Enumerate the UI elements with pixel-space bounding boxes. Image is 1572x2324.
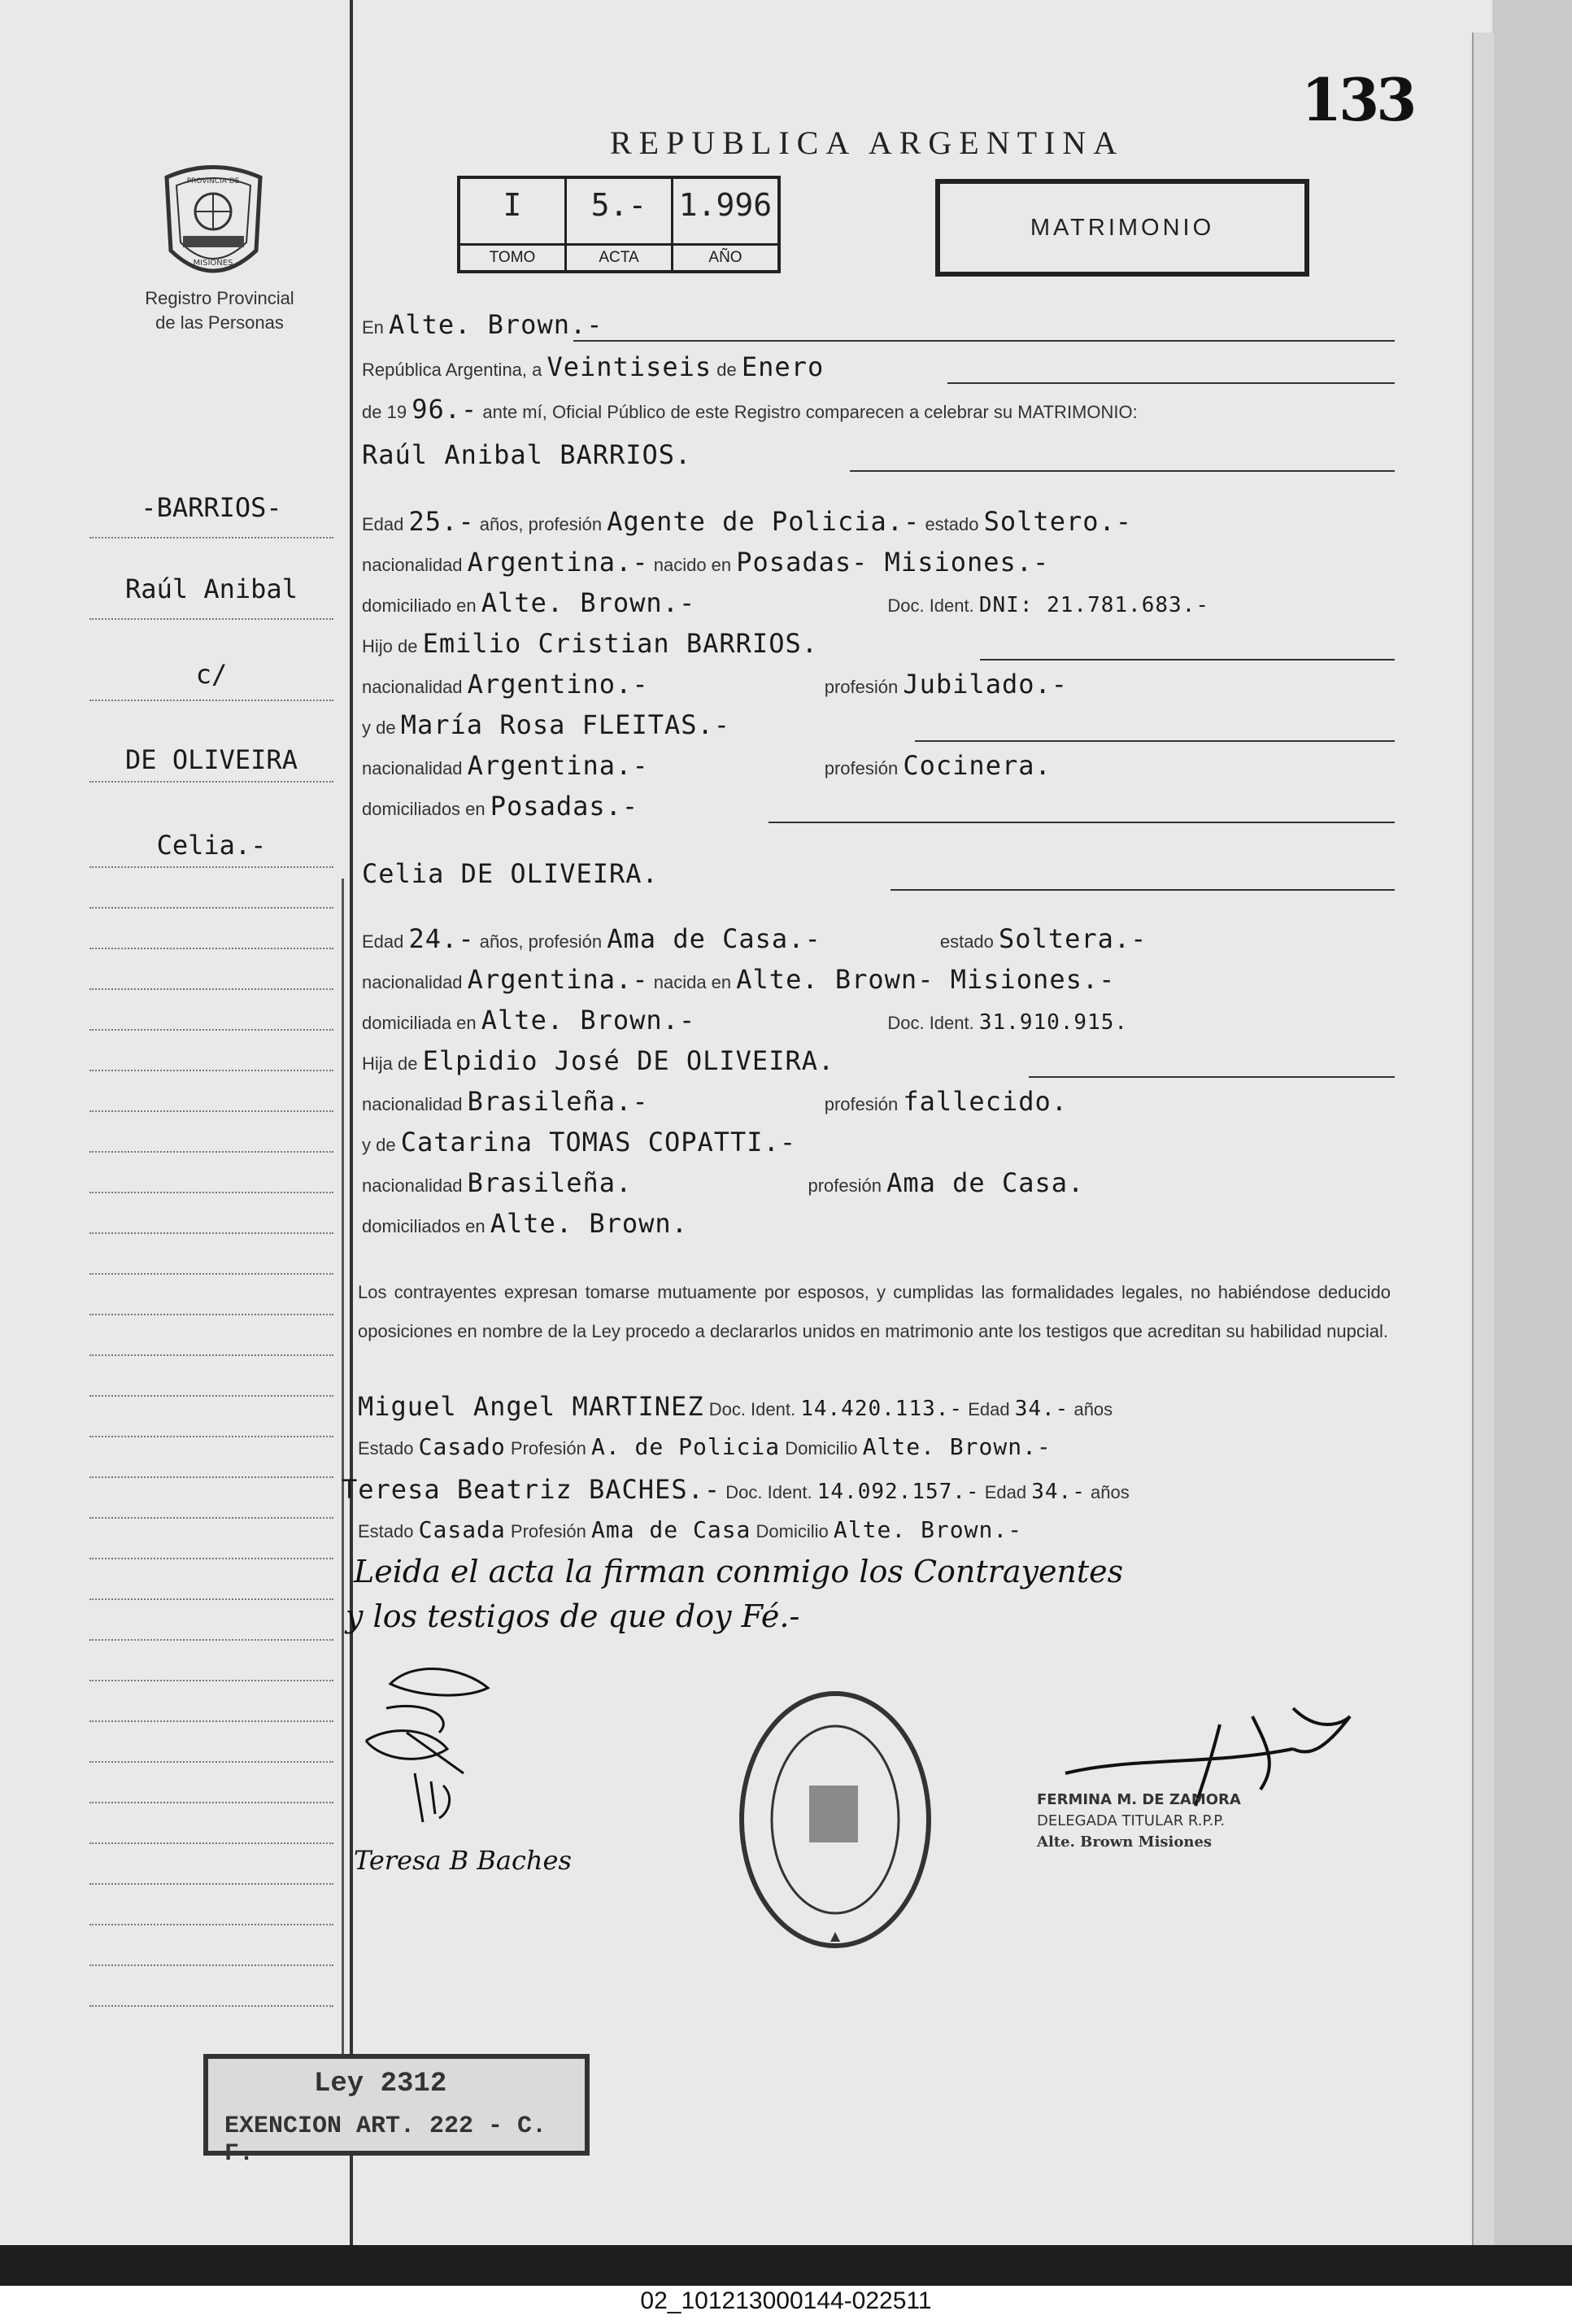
closing-line-2: y los testigos de que doy Fé.- bbox=[346, 1598, 800, 1634]
page-edge-inner bbox=[1472, 33, 1494, 2245]
registry-line-1: Registro Provincial bbox=[145, 288, 294, 308]
margin-dotted-line bbox=[89, 1476, 333, 1478]
label-nacionalidad: nacionalidad bbox=[362, 972, 463, 992]
margin-dotted-line bbox=[89, 1110, 333, 1112]
document-title: REPUBLICA ARGENTINA bbox=[610, 124, 1125, 161]
line-bride-name bbox=[362, 858, 1395, 896]
label-y-de: y de bbox=[362, 717, 396, 738]
groom-nacionalidad: Argentina.- bbox=[467, 547, 649, 578]
margin-dotted-line bbox=[89, 1436, 333, 1437]
label-nacionalidad: nacionalidad bbox=[362, 677, 463, 697]
groom-name: Raúl Anibal BARRIOS. bbox=[362, 439, 692, 470]
rule bbox=[1029, 1076, 1395, 1078]
margin-surname-1: -BARRIOS- bbox=[141, 492, 282, 523]
margin-dotted-line bbox=[89, 1029, 333, 1031]
line-witness-2 bbox=[342, 1474, 1395, 1511]
witness-signature: Teresa B Baches bbox=[354, 1845, 572, 1876]
acta-value: 5.- bbox=[590, 187, 647, 223]
bride-padre-prof: fallecido. bbox=[903, 1086, 1069, 1117]
witness-2-doc: 14.092.157.- bbox=[816, 1480, 980, 1504]
margin-dotted-line bbox=[89, 1354, 333, 1356]
margin-dotted-line bbox=[89, 1151, 333, 1153]
bride-domicilio: Alte. Brown.- bbox=[481, 1005, 696, 1036]
line-witness-2-details bbox=[358, 1516, 1395, 1554]
margin-dotted-line bbox=[89, 1598, 333, 1600]
tomo-acta-ano-box bbox=[457, 176, 781, 273]
bride-edad: 24.- bbox=[408, 923, 475, 954]
label-domiciliada-en: domiciliada en bbox=[362, 1013, 477, 1033]
officer-title: DELEGADA TITULAR R.P.P. bbox=[1037, 1812, 1226, 1829]
label-domiciliados-en: domiciliados en bbox=[362, 799, 486, 819]
margin-dotted-line bbox=[89, 988, 333, 990]
label-doc-ident: Doc. Ident. bbox=[887, 1013, 974, 1033]
groom-padre: Emilio Cristian BARRIOS. bbox=[422, 628, 818, 659]
witness-1-profesion: A. de Policia bbox=[590, 1433, 781, 1460]
rule bbox=[573, 340, 1395, 342]
line-groom-dom bbox=[362, 587, 1395, 625]
signatures-scribble-icon bbox=[342, 1651, 545, 1838]
bride-nacida-en: Alte. Brown- Misiones.- bbox=[736, 964, 1116, 995]
bride-padre: Elpidio José DE OLIVEIRA. bbox=[422, 1045, 835, 1076]
witness-2-name: Teresa Beatriz BACHES.- bbox=[342, 1474, 721, 1505]
groom-estado: Soltero.- bbox=[983, 506, 1133, 537]
label-nacionalidad: nacionalidad bbox=[362, 1094, 463, 1114]
label-estado: estado bbox=[925, 514, 979, 534]
witness-1-doc: 14.420.113.- bbox=[800, 1397, 964, 1421]
margin-dotted-line bbox=[89, 1924, 333, 1925]
margin-dotted-line bbox=[89, 1232, 333, 1234]
margin-dotted-line bbox=[89, 1314, 333, 1315]
label-de-19: de 19 bbox=[362, 402, 407, 422]
label-hija-de: Hija de bbox=[362, 1053, 418, 1074]
line-groom-nac bbox=[362, 547, 1395, 584]
label-profesion: profesión bbox=[808, 1175, 882, 1196]
label-y-de: y de bbox=[362, 1135, 396, 1155]
witness-2-edad: 34.- bbox=[1031, 1480, 1086, 1504]
bride-name: Celia DE OLIVEIRA. bbox=[362, 858, 659, 889]
margin-dotted-line bbox=[89, 1761, 333, 1763]
ley-exemption-stamp bbox=[203, 2054, 590, 2168]
acta-label: ACTA bbox=[567, 243, 671, 270]
registry-name bbox=[98, 286, 342, 335]
margin-dotted-line bbox=[89, 1802, 333, 1803]
margin-dotted-line bbox=[89, 2005, 333, 2007]
line-bride-padres-dom bbox=[362, 1208, 1395, 1245]
label-nacionalidad: nacionalidad bbox=[362, 758, 463, 778]
emblem-lettering-bottom: MISIONES bbox=[193, 259, 233, 268]
label-edad: Edad bbox=[362, 931, 404, 952]
margin-dotted-line bbox=[89, 1395, 333, 1397]
groom-padre-prof: Jubilado.- bbox=[903, 669, 1069, 700]
margin-dotted-line bbox=[89, 537, 333, 538]
margin-dotted-line bbox=[89, 1517, 333, 1519]
groom-domicilio: Alte. Brown.- bbox=[481, 587, 696, 618]
official-oval-stamp-icon bbox=[736, 1688, 935, 1952]
line-fecha bbox=[362, 351, 1395, 389]
officer-location: Alte. Brown Misiones bbox=[1037, 1833, 1213, 1851]
rule bbox=[850, 470, 1395, 472]
line-bride-padre-nac bbox=[362, 1086, 1395, 1123]
officer-stamp bbox=[1037, 1790, 1330, 1853]
line-groom-padre-nac bbox=[362, 669, 1395, 706]
bride-padres-dom: Alte. Brown. bbox=[490, 1208, 688, 1239]
line-lugar bbox=[362, 309, 1395, 347]
groom-doc: DNI: 21.781.683.- bbox=[978, 593, 1209, 617]
label-hijo-de: Hijo de bbox=[362, 636, 418, 656]
witness-1-edad: 34.- bbox=[1014, 1397, 1069, 1421]
bride-madre: Catarina TOMAS COPATTI.- bbox=[400, 1127, 797, 1158]
value-dia: Veintiseis bbox=[546, 351, 712, 382]
rule bbox=[891, 889, 1395, 891]
label-doc-ident: Doc. Ident. bbox=[887, 595, 974, 616]
line-bride-dom bbox=[362, 1005, 1395, 1042]
witness-1-domicilio: Alte. Brown.- bbox=[862, 1433, 1052, 1460]
tomo-label: TOMO bbox=[460, 243, 564, 270]
margin-name-2: Celia.- bbox=[156, 830, 267, 861]
label-estado: estado bbox=[939, 931, 994, 952]
province-emblem-icon bbox=[159, 161, 268, 283]
label-domicilio: Domicilio bbox=[756, 1521, 829, 1541]
label-doc-ident: Doc. Ident. bbox=[708, 1399, 796, 1419]
bride-nacionalidad: Argentina.- bbox=[467, 964, 649, 995]
line-groom-madre bbox=[362, 709, 1395, 747]
groom-edad: 25.- bbox=[408, 506, 475, 537]
bride-profesion: Ama de Casa.- bbox=[607, 923, 821, 954]
margin-dotted-line bbox=[89, 907, 333, 909]
label-republica: República Argentina, a bbox=[362, 360, 542, 380]
line-ano bbox=[362, 394, 1395, 431]
label-ante-mi: ante mí, Oficial Público de este Registro comparecen a celebrar su MATRIMONIO: bbox=[482, 402, 1138, 422]
ley-line-1: Ley 2312 bbox=[314, 2069, 447, 2099]
acta-cell bbox=[567, 179, 673, 270]
ano-label: AÑO bbox=[673, 243, 777, 270]
line-groom-padres-dom bbox=[362, 791, 1395, 828]
declaration-paragraph: Los contrayentes expresan tomarse mutuamente por esposos, y cumplidas las formalidades legales, no habiéndose deducido oposiciones en nombre de la Ley procedo a declararlos unidos en matrimonio ante los testigos que acreditan su habilidad nupcial. bbox=[358, 1282, 1391, 1341]
margin-dotted-line bbox=[89, 781, 333, 783]
groom-madre-prof: Cocinera. bbox=[903, 750, 1052, 781]
groom-padre-nac: Argentino.- bbox=[467, 669, 649, 700]
label-anos: años bbox=[1073, 1399, 1113, 1419]
label-en: En bbox=[362, 317, 384, 338]
emblem-lettering: PROVINCIA DE bbox=[186, 177, 240, 185]
groom-padres-dom: Posadas.- bbox=[490, 791, 639, 822]
label-profesion: profesión bbox=[824, 758, 899, 778]
line-groom-madre-nac bbox=[362, 750, 1395, 787]
line-bride-padre bbox=[362, 1045, 1395, 1083]
bride-estado: Soltera.- bbox=[999, 923, 1147, 954]
label-anos: años bbox=[1090, 1482, 1130, 1502]
label-doc-ident: Doc. Ident. bbox=[725, 1482, 812, 1502]
label-profesion: Profesión bbox=[510, 1521, 586, 1541]
margin-conjunction: c/ bbox=[195, 659, 228, 690]
margin-name-1: Raúl Anibal bbox=[125, 573, 298, 604]
ano-value: 1.996 bbox=[678, 187, 773, 223]
registry-line-2: de las Personas bbox=[155, 312, 284, 333]
margin-dotted-line bbox=[89, 1842, 333, 1844]
line-bride-edad bbox=[362, 923, 1395, 961]
margin-dotted-line bbox=[89, 948, 333, 949]
groom-nacido-en: Posadas- Misiones.- bbox=[736, 547, 1050, 578]
bride-madre-nac: Brasileña. bbox=[467, 1167, 633, 1198]
margin-dotted-line bbox=[89, 1070, 333, 1071]
label-edad: Edad bbox=[984, 1482, 1027, 1502]
line-bride-madre bbox=[362, 1127, 1395, 1164]
groom-madre-nac: Argentina.- bbox=[467, 750, 649, 781]
page-edge bbox=[1492, 0, 1572, 2245]
rule bbox=[769, 822, 1395, 823]
folio-number: 133 bbox=[1301, 65, 1414, 134]
ano-cell bbox=[673, 179, 777, 270]
margin-dotted-line bbox=[89, 618, 333, 620]
witness-2-estado: Casada bbox=[418, 1516, 506, 1543]
rule bbox=[947, 382, 1395, 384]
officer-name: FERMINA M. DE ZAMORA bbox=[1037, 1791, 1241, 1808]
image-id-label: 02_101213000144-022511 bbox=[640, 2287, 932, 2314]
label-estado: Estado bbox=[358, 1521, 414, 1541]
rule bbox=[915, 740, 1395, 742]
line-bride-madre-nac bbox=[362, 1167, 1395, 1205]
label-anos-profesion: años, profesión bbox=[479, 931, 603, 952]
label-nacida-en: nacida en bbox=[653, 972, 732, 992]
label-profesion: profesión bbox=[824, 1094, 899, 1114]
label-nacido-en: nacido en bbox=[653, 555, 732, 575]
label-profesion: Profesión bbox=[510, 1438, 586, 1458]
line-groom-padre bbox=[362, 628, 1395, 665]
rule bbox=[980, 659, 1395, 661]
groom-madre: María Rosa FLEITAS.- bbox=[400, 709, 731, 740]
bride-madre-prof: Ama de Casa. bbox=[886, 1167, 1085, 1198]
bride-padre-nac: Brasileña.- bbox=[467, 1086, 649, 1117]
margin-dotted-line bbox=[89, 1192, 333, 1193]
label-estado: Estado bbox=[358, 1438, 414, 1458]
tomo-value: I bbox=[503, 187, 522, 223]
margin-dotted-line bbox=[89, 1883, 333, 1885]
groom-profesion: Agente de Policia.- bbox=[607, 506, 921, 537]
label-edad: Edad bbox=[968, 1399, 1010, 1419]
margin-dotted-line bbox=[89, 866, 333, 868]
line-witness-1-details bbox=[358, 1433, 1395, 1471]
witness-2-profesion: Ama de Casa bbox=[590, 1516, 751, 1543]
line-groom-edad bbox=[362, 506, 1395, 543]
margin-surname-2: DE OLIVEIRA bbox=[125, 744, 298, 775]
margin-dotted-line bbox=[89, 1273, 333, 1275]
line-groom-name bbox=[362, 439, 1395, 477]
label-de: de bbox=[716, 360, 737, 380]
closing-line-1: Leida el acta la firman conmigo los Contrayentes bbox=[354, 1554, 1124, 1589]
margin-dotted-line bbox=[89, 1964, 333, 1966]
value-lugar: Alte. Brown.- bbox=[389, 309, 603, 340]
tomo-cell bbox=[460, 179, 567, 270]
label-domicilio: Domicilio bbox=[785, 1438, 858, 1458]
label-profesion: profesión bbox=[824, 677, 899, 697]
label-domiciliados-en: domiciliados en bbox=[362, 1216, 486, 1236]
margin-dotted-line bbox=[89, 1720, 333, 1722]
label-domiciliado-en: domiciliado en bbox=[362, 595, 477, 616]
margin-divider bbox=[350, 0, 353, 2245]
margin-dotted-line bbox=[89, 700, 333, 701]
margin-dotted-line bbox=[89, 1558, 333, 1559]
ley-line-2: EXENCION ART. 222 - C. F. bbox=[224, 2113, 547, 2168]
label-edad: Edad bbox=[362, 514, 404, 534]
margin-dotted-line bbox=[89, 1639, 333, 1641]
witness-1-name: Miguel Angel MARTINEZ bbox=[358, 1391, 704, 1422]
label-nacionalidad: nacionalidad bbox=[362, 1175, 463, 1196]
bride-doc: 31.910.915. bbox=[978, 1010, 1129, 1035]
line-witness-1 bbox=[358, 1391, 1395, 1428]
label-nacionalidad: nacionalidad bbox=[362, 555, 463, 575]
witness-2-domicilio: Alte. Brown.- bbox=[833, 1516, 1023, 1543]
value-ano: 96.- bbox=[412, 394, 478, 425]
margin-dotted-line bbox=[89, 1680, 333, 1681]
act-type-box: MATRIMONIO bbox=[935, 179, 1309, 277]
value-mes: Enero bbox=[741, 351, 825, 382]
line-bride-nac bbox=[362, 964, 1395, 1001]
label-anos-profesion: años, profesión bbox=[479, 514, 603, 534]
witness-1-estado: Casado bbox=[418, 1433, 506, 1460]
